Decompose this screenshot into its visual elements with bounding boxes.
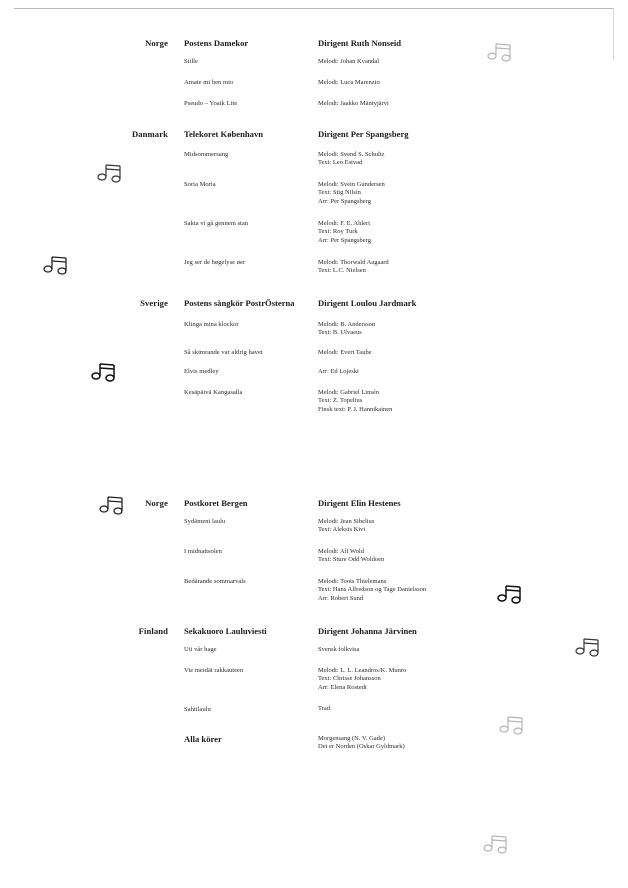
country-label: Sverige bbox=[140, 298, 168, 308]
credit-line: Text: B. Ulvaeus bbox=[318, 329, 362, 337]
music-notes-icon bbox=[486, 41, 516, 63]
song-title: Sydämeni laulu bbox=[184, 518, 226, 525]
credit-line: Melodi: Jean Sibelius bbox=[318, 518, 375, 525]
credit-line: Text: Sture Odd Woldoen bbox=[318, 556, 385, 564]
song-title: Elvis medley bbox=[184, 368, 219, 375]
song-title: Pseudo – Yoaik Lite bbox=[184, 100, 238, 107]
music-notes-icon bbox=[90, 361, 120, 383]
credit-line: Text: Leo Estvad bbox=[318, 159, 363, 167]
credit-line: Svensk folkvisa bbox=[318, 646, 360, 653]
song-title: Kesäpäivä Kangasalla bbox=[184, 389, 243, 396]
music-notes-icon bbox=[498, 714, 528, 736]
music-notes-icon bbox=[96, 162, 126, 184]
song-title: Amate mi ben mio bbox=[184, 79, 234, 86]
top-rule bbox=[14, 8, 614, 9]
credit-line: Melodi: Svend S. Schultz bbox=[318, 151, 385, 158]
song-title: Så skimrande var aldrig havet bbox=[184, 349, 263, 356]
credit-line: Text: Z. Topelius bbox=[318, 397, 363, 405]
song-title: Stille bbox=[184, 58, 198, 65]
country-label: Norge bbox=[145, 498, 168, 508]
song-credits bbox=[318, 389, 392, 414]
song-credits bbox=[318, 705, 332, 713]
song-credits bbox=[318, 181, 385, 206]
music-notes-icon bbox=[98, 494, 128, 516]
credit-line: Text: Roy Turk bbox=[318, 228, 358, 236]
song-title: Jeg ser de bøgelyse øer bbox=[184, 259, 246, 266]
music-notes-icon bbox=[496, 583, 526, 605]
credit-line: Melodi: Alf Wold bbox=[318, 548, 364, 555]
credit-line: Melodi: Evert Taube bbox=[318, 349, 372, 356]
song-title: Klinga mina klockor bbox=[184, 321, 239, 328]
credit-line: Trad. bbox=[318, 705, 332, 712]
conductor-name: Dirigent Johanna Järvinen bbox=[318, 626, 417, 636]
song-credits bbox=[318, 368, 359, 376]
credit-line: Melodi: Luca Marenzio bbox=[318, 79, 380, 86]
credit-line: Arr: Ed Lojeski bbox=[318, 368, 359, 375]
credit-line: Morgensang (N. V. Gade) bbox=[318, 735, 385, 742]
choir-name: Postens Damekor bbox=[184, 38, 249, 48]
song-credits bbox=[318, 58, 379, 66]
song-title: Sakta vi gå gennem stan bbox=[184, 220, 249, 227]
music-notes-icon bbox=[42, 254, 72, 276]
music-notes-icon bbox=[482, 833, 512, 855]
song-credits bbox=[318, 220, 371, 245]
credit-line: Finsk text: P. J. Hannikainen bbox=[318, 405, 393, 413]
right-rule bbox=[613, 8, 614, 60]
credit-line: Arr: Elena Rostedt bbox=[318, 683, 367, 691]
credit-line: Text: Hans Alfredson og Tage Danielsson bbox=[318, 586, 427, 594]
finale-credits bbox=[318, 735, 405, 752]
song-credits bbox=[318, 646, 359, 654]
credit-line: Melodi: Gabriel Linsén bbox=[318, 389, 380, 396]
song-credits bbox=[318, 518, 374, 535]
song-credits bbox=[318, 667, 406, 692]
country-label: Finland bbox=[138, 626, 168, 636]
credit-line: Melodi: F. E. Ahlert bbox=[318, 220, 371, 227]
conductor-name: Dirigent Elin Hestenes bbox=[318, 498, 401, 508]
song-title: Bedårande sommarvals bbox=[184, 578, 246, 585]
song-credits bbox=[318, 79, 380, 87]
credit-line: Melodi: Thorwald Aagaard bbox=[318, 259, 389, 266]
music-notes-icon bbox=[574, 636, 604, 658]
country-label: Norge bbox=[145, 38, 168, 48]
song-credits bbox=[318, 548, 384, 565]
conductor-name: Dirigent Loulou Jardmark bbox=[318, 298, 417, 308]
credit-line: Melodi: Svein Gundersen bbox=[318, 181, 385, 188]
credit-line: Arr: Per Spangsberg bbox=[318, 197, 371, 205]
country-label: Danmark bbox=[131, 129, 168, 139]
credit-line: Det er Norden (Oskar Gyldmark) bbox=[318, 743, 405, 751]
song-credits bbox=[318, 321, 375, 338]
song-title: Soria Moria bbox=[184, 181, 216, 188]
choir-name: Postkoret Bergen bbox=[184, 498, 248, 508]
song-title: I midnattsolen bbox=[184, 548, 222, 555]
credit-line: Melodi: L. L. Leandros/K. Munro bbox=[318, 667, 407, 674]
credit-line: Text: Stig Nilsin bbox=[318, 189, 361, 197]
credit-line: Text: L.C. Nielsen bbox=[318, 267, 366, 275]
song-credits bbox=[318, 349, 372, 357]
credit-line: Arr: Per Spangsberg bbox=[318, 236, 371, 244]
choir-name: Postens sångkör PostrÖsterna bbox=[184, 298, 295, 308]
song-credits bbox=[318, 578, 426, 603]
credit-line: Melodi: B. Andersson bbox=[318, 321, 376, 328]
song-credits bbox=[318, 100, 389, 108]
song-title: Vie meidät rakkauteen bbox=[184, 667, 244, 674]
finale-title: Alla körer bbox=[184, 734, 222, 744]
song-title: Midsommersang bbox=[184, 151, 229, 158]
song-credits bbox=[318, 151, 384, 168]
song-title: Sahtilaulu bbox=[184, 706, 211, 713]
credit-line: Melodi: Johan Kvandal bbox=[318, 58, 380, 65]
conductor-name: Dirigent Per Spangsberg bbox=[318, 129, 409, 139]
credit-line: Arr: Robert Sund bbox=[318, 594, 364, 602]
choir-name: Telekoret København bbox=[184, 129, 264, 139]
choir-name: Sekakuoro Lauluviesti bbox=[184, 626, 267, 636]
credit-line: Text: Aleksis Kivi bbox=[318, 526, 366, 534]
song-credits bbox=[318, 259, 389, 276]
credit-line: Melodi: Jaakko Mäntyjärvi bbox=[318, 100, 389, 107]
credit-line: Text: Chrisse Johansson bbox=[318, 675, 381, 683]
conductor-name: Dirigent Ruth Nonseid bbox=[318, 38, 402, 48]
credit-line: Melodi: Toots Thielemans bbox=[318, 578, 387, 585]
song-title: Uti vår hage bbox=[184, 646, 217, 653]
